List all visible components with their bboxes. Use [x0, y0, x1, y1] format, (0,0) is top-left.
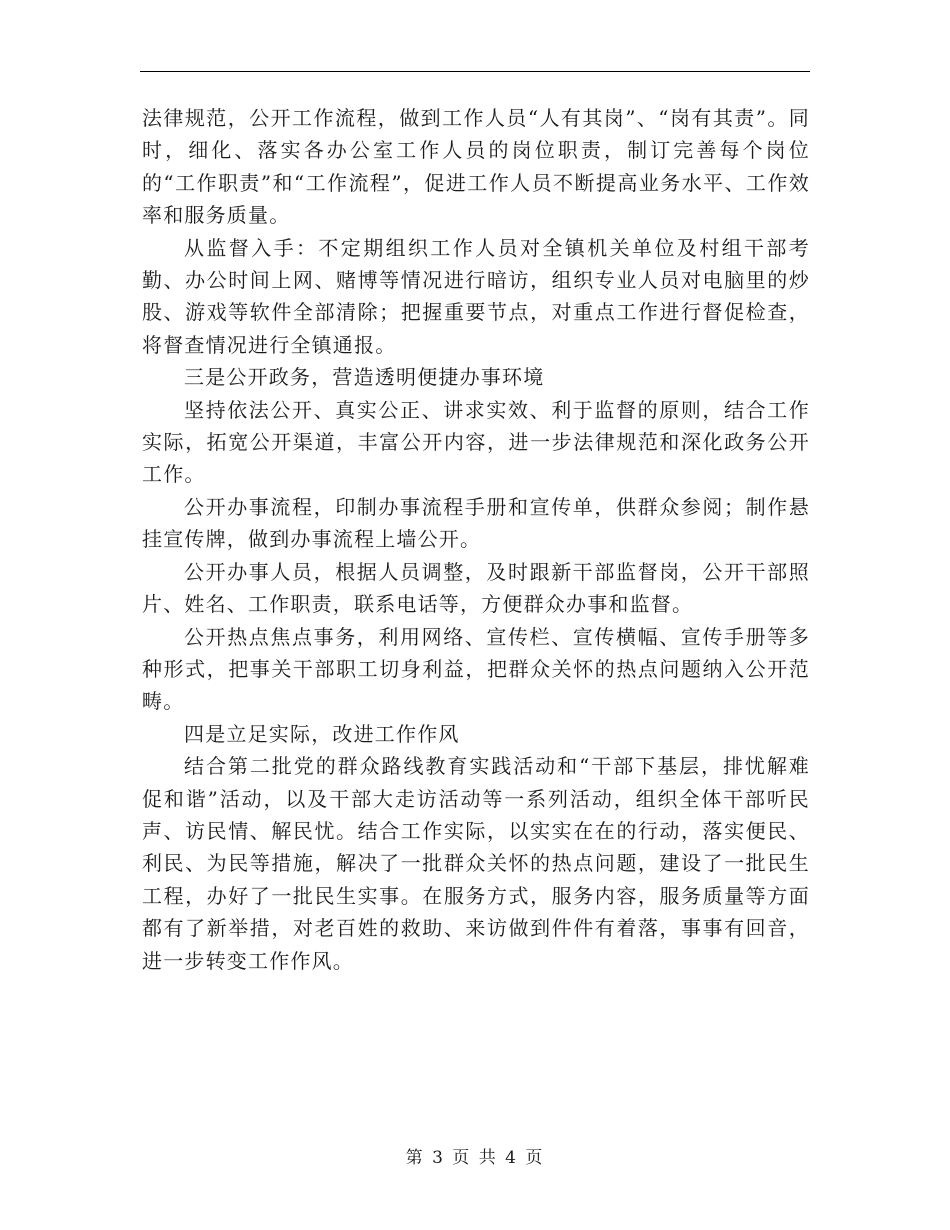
paragraph-open-hotspots: 公开热点焦点事务，利用网络、宣传栏、宣传横幅、宣传手册等多种形式，把事关干部职工切身利益，把群众关怀的热点问题纳入公开范畴。: [142, 624, 810, 714]
header-rule: [140, 71, 810, 72]
page-footer: [0, 1147, 950, 1169]
paragraph-work-style: 结合第二批党的群众路线教育实践活动和“干部下基层，排忧解难促和谐”活动，以及干部大走访活动等一系列活动，组织全体干部听民声、访民情、解民忧。结合工作实际，以实实在在的行动，落实便民、利民、为民等措施，解决了一批群众关怀的热点问题，建设了一批民生工程，办好了一批民生实事。在服务方式，服务内容，服务质量等方面都有了新举措，对老百姓的救助、来访做到件件有着落，事事有回音，进一步转变工作作风。: [142, 754, 810, 973]
page-number-label: 第 3 页 共 4 页: [405, 1148, 545, 1168]
paragraph-open-staff: 公开办事人员，根据人员调整，及时跟新干部监督岗，公开干部照片、姓名、工作职责，联系电话等，方便群众办事和监督。: [142, 559, 810, 617]
section-heading-3: 三是公开政务，营造透明便捷办事环境: [184, 365, 545, 390]
paragraph-open-process: 公开办事流程，印制办事流程手册和宣传单，供群众参阅；制作悬挂宣传牌，做到办事流程上墙公开。: [142, 494, 810, 552]
section-heading-4: 四是立足实际，改进工作作风: [184, 721, 460, 746]
paragraph-supervision: 从监督入手：不定期组织工作人员对全镇机关单位及村组干部考勤、办公时间上网、赌博等情况进行暗访，组织专业人员对电脑里的炒股、游戏等软件全部清除；把握重要节点，对重点工作进行督促检查，将督查情况进行全镇通报。: [142, 235, 810, 357]
document-body: [142, 102, 810, 977]
paragraph-continuation: 法律规范，公开工作流程，做到工作人员“人有其岗”、“岗有其责”。同时，细化、落实各办公室工作人员的岗位职责，制订完善每个岗位的“工作职责”和“工作流程”，促进工作人员不断提高业务水平、工作效率和服务质量。: [142, 106, 810, 228]
paragraph-open-principle: 坚持依法公开、真实公正、讲求实效、利于监督的原则，结合工作实际，拓宽公开渠道，丰富公开内容，进一步法律规范和深化政务公开工作。: [142, 397, 810, 487]
